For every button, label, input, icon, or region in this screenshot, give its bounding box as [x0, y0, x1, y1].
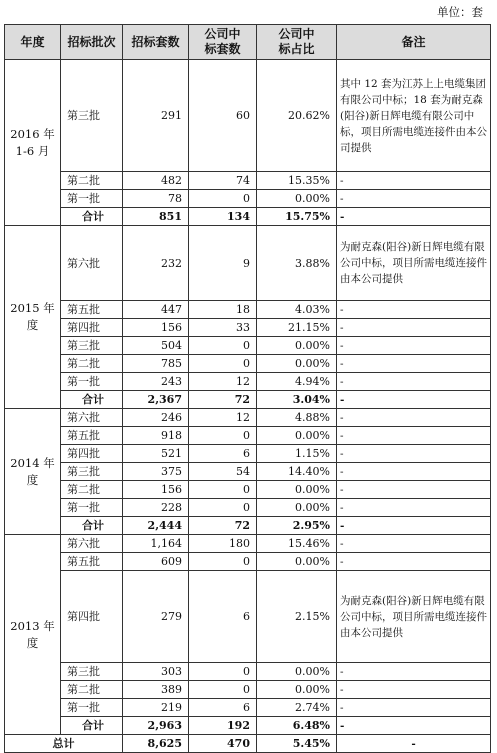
won-sets-cell: 18	[189, 301, 257, 319]
subtotal-total-sets: 2,963	[123, 717, 189, 735]
batch-cell: 第四批	[61, 445, 123, 463]
batch-cell: 第六批	[61, 535, 123, 553]
header-won-ratio: 公司中 标占比	[257, 25, 337, 60]
batch-cell: 第二批	[61, 681, 123, 699]
total-sets-cell: 219	[123, 699, 189, 717]
won-ratio-cell: 0.00%	[257, 355, 337, 373]
table-row	[5, 337, 491, 355]
batch-cell: 第五批	[61, 301, 123, 319]
batch-cell: 第一批	[61, 190, 123, 208]
subtotal-row	[5, 717, 491, 735]
grand-total-note: -	[337, 735, 491, 753]
header-total-sets: 招标套数	[123, 25, 189, 60]
note-cell: -	[337, 427, 491, 445]
won-ratio-cell: 0.00%	[257, 337, 337, 355]
batch-cell: 第一批	[61, 373, 123, 391]
won-sets-cell: 6	[189, 571, 257, 663]
subtotal-total-sets: 2,367	[123, 391, 189, 409]
grand-total-won-ratio: 5.45%	[257, 735, 337, 753]
table-row	[5, 172, 491, 190]
batch-cell: 第二批	[61, 355, 123, 373]
table-row	[5, 373, 491, 391]
table-row	[5, 319, 491, 337]
subtotal-label: 合计	[61, 517, 123, 535]
table-row	[5, 190, 491, 208]
won-sets-cell: 60	[189, 60, 257, 172]
total-sets-cell: 78	[123, 190, 189, 208]
subtotal-won-ratio: 15.75%	[257, 208, 337, 226]
batch-cell: 第六批	[61, 226, 123, 301]
total-sets-cell: 243	[123, 373, 189, 391]
total-sets-cell: 279	[123, 571, 189, 663]
subtotal-won-ratio: 3.04%	[257, 391, 337, 409]
total-sets-cell: 609	[123, 553, 189, 571]
won-sets-cell: 0	[189, 663, 257, 681]
won-ratio-cell: 0.00%	[257, 190, 337, 208]
batch-cell: 第四批	[61, 319, 123, 337]
year-label-line: 1-6 月	[15, 143, 50, 158]
table-body	[5, 60, 491, 753]
won-ratio-cell: 0.00%	[257, 427, 337, 445]
subtotal-total-sets: 2,444	[123, 517, 189, 535]
won-sets-cell: 0	[189, 355, 257, 373]
total-sets-cell: 291	[123, 60, 189, 172]
won-ratio-cell: 21.15%	[257, 319, 337, 337]
table-row	[5, 499, 491, 517]
table-row	[5, 663, 491, 681]
total-sets-cell: 1,164	[123, 535, 189, 553]
table-row	[5, 409, 491, 427]
subtotal-won-sets: 72	[189, 391, 257, 409]
won-sets-cell: 0	[189, 481, 257, 499]
subtotal-won-ratio: 2.95%	[257, 517, 337, 535]
table-row	[5, 355, 491, 373]
won-ratio-cell: 4.94%	[257, 373, 337, 391]
won-ratio-cell: 15.46%	[257, 535, 337, 553]
grand-total-sets: 8,625	[123, 735, 189, 753]
batch-cell: 第五批	[61, 427, 123, 445]
batch-cell: 第三批	[61, 663, 123, 681]
year-label-line: 2014 年	[10, 455, 55, 470]
won-sets-cell: 0	[189, 499, 257, 517]
won-ratio-cell: 14.40%	[257, 463, 337, 481]
won-ratio-cell: 20.62%	[257, 60, 337, 172]
won-ratio-cell: 1.15%	[257, 445, 337, 463]
table-row	[5, 445, 491, 463]
total-sets-cell: 232	[123, 226, 189, 301]
header-batch: 招标批次	[61, 25, 123, 60]
won-sets-cell: 0	[189, 553, 257, 571]
year-label-line: 2016 年	[10, 126, 55, 141]
batch-cell: 第二批	[61, 172, 123, 190]
grand-total-won-sets: 470	[189, 735, 257, 753]
subtotal-note: -	[337, 208, 491, 226]
note-cell: 为耐克森(阳谷)新日辉电缆有限公司中标，项目所需电缆连接件由本公司提供	[337, 226, 491, 301]
total-sets-cell: 246	[123, 409, 189, 427]
note-cell: -	[337, 481, 491, 499]
won-sets-cell: 0	[189, 190, 257, 208]
year-cell	[5, 60, 61, 226]
note-cell: -	[337, 663, 491, 681]
table-row	[5, 481, 491, 499]
grand-total-label: 总计	[5, 735, 123, 753]
won-sets-cell: 0	[189, 681, 257, 699]
subtotal-won-sets: 192	[189, 717, 257, 735]
table-row	[5, 571, 491, 663]
note-cell: -	[337, 445, 491, 463]
grand-total-row	[5, 735, 491, 753]
note-cell: -	[337, 373, 491, 391]
batch-cell: 第四批	[61, 571, 123, 663]
batch-cell: 第三批	[61, 463, 123, 481]
header-row	[5, 25, 491, 60]
batch-cell: 第三批	[61, 337, 123, 355]
won-sets-cell: 6	[189, 445, 257, 463]
note-cell: -	[337, 463, 491, 481]
note-cell: 其中 12 套为江苏上上电缆集团有限公司中标；18 套为耐克森(阳谷)新日辉电缆有限公司中标，项目所需电缆连接件由本公司提供	[337, 60, 491, 172]
total-sets-cell: 156	[123, 481, 189, 499]
header-year: 年度	[5, 25, 61, 60]
total-sets-cell: 375	[123, 463, 189, 481]
note-cell: -	[337, 190, 491, 208]
won-sets-cell: 0	[189, 337, 257, 355]
note-cell: -	[337, 409, 491, 427]
table-row	[5, 681, 491, 699]
won-sets-cell: 6	[189, 699, 257, 717]
table-row	[5, 699, 491, 717]
header-won-sets: 公司中 标套数	[189, 25, 257, 60]
table-row	[5, 301, 491, 319]
note-cell: -	[337, 172, 491, 190]
header-note: 备注	[337, 25, 491, 60]
won-ratio-cell: 15.35%	[257, 172, 337, 190]
total-sets-cell: 521	[123, 445, 189, 463]
total-sets-cell: 228	[123, 499, 189, 517]
note-cell: -	[337, 319, 491, 337]
won-ratio-cell: 0.00%	[257, 553, 337, 571]
year-label-line: 度	[26, 472, 39, 487]
total-sets-cell: 785	[123, 355, 189, 373]
table-row	[5, 60, 491, 172]
note-cell: -	[337, 499, 491, 517]
subtotal-note: -	[337, 391, 491, 409]
batch-cell: 第五批	[61, 553, 123, 571]
subtotal-won-sets: 72	[189, 517, 257, 535]
subtotal-note: -	[337, 517, 491, 535]
won-ratio-cell: 0.00%	[257, 481, 337, 499]
year-cell	[5, 535, 61, 735]
batch-cell: 第三批	[61, 60, 123, 172]
subtotal-row	[5, 208, 491, 226]
year-label-line: 度	[26, 635, 39, 650]
year-label-line: 度	[26, 318, 39, 332]
subtotal-total-sets: 851	[123, 208, 189, 226]
subtotal-row	[5, 517, 491, 535]
won-ratio-cell: 0.00%	[257, 681, 337, 699]
note-cell: -	[337, 699, 491, 717]
batch-cell: 第一批	[61, 499, 123, 517]
unit-label: 单位：套	[437, 5, 483, 19]
won-ratio-cell: 0.00%	[257, 663, 337, 681]
year-label-line: 2013 年	[10, 618, 55, 633]
won-sets-cell: 54	[189, 463, 257, 481]
won-ratio-cell: 2.74%	[257, 699, 337, 717]
table-row	[5, 463, 491, 481]
year-cell	[5, 226, 61, 409]
table-row	[5, 427, 491, 445]
won-sets-cell: 0	[189, 427, 257, 445]
total-sets-cell: 156	[123, 319, 189, 337]
note-cell: -	[337, 337, 491, 355]
subtotal-label: 合计	[61, 717, 123, 735]
won-ratio-cell: 3.88%	[257, 226, 337, 301]
note-cell: -	[337, 301, 491, 319]
subtotal-label: 合计	[61, 208, 123, 226]
note-cell: -	[337, 553, 491, 571]
subtotal-note: -	[337, 717, 491, 735]
bid-table	[4, 24, 491, 753]
note-cell: -	[337, 355, 491, 373]
year-cell	[5, 409, 61, 535]
table-row	[5, 553, 491, 571]
total-sets-cell: 303	[123, 663, 189, 681]
total-sets-cell: 504	[123, 337, 189, 355]
total-sets-cell: 389	[123, 681, 189, 699]
won-ratio-cell: 4.03%	[257, 301, 337, 319]
year-label-line: 2015 年	[10, 301, 55, 315]
won-sets-cell: 74	[189, 172, 257, 190]
table-row	[5, 535, 491, 553]
won-ratio-cell: 4.88%	[257, 409, 337, 427]
note-cell: -	[337, 681, 491, 699]
won-sets-cell: 33	[189, 319, 257, 337]
won-ratio-cell: 2.15%	[257, 571, 337, 663]
batch-cell: 第六批	[61, 409, 123, 427]
subtotal-won-ratio: 6.48%	[257, 717, 337, 735]
subtotal-row	[5, 391, 491, 409]
won-sets-cell: 9	[189, 226, 257, 301]
note-cell: -	[337, 535, 491, 553]
note-cell: 为耐克森(阳谷)新日辉电缆有限公司中标，项目所需电缆连接件由本公司提供	[337, 571, 491, 663]
won-sets-cell: 12	[189, 373, 257, 391]
subtotal-won-sets: 134	[189, 208, 257, 226]
total-sets-cell: 447	[123, 301, 189, 319]
won-ratio-cell: 0.00%	[257, 499, 337, 517]
total-sets-cell: 482	[123, 172, 189, 190]
batch-cell: 第一批	[61, 699, 123, 717]
subtotal-label: 合计	[61, 391, 123, 409]
batch-cell: 第二批	[61, 481, 123, 499]
won-sets-cell: 12	[189, 409, 257, 427]
total-sets-cell: 918	[123, 427, 189, 445]
table-row	[5, 226, 491, 301]
won-sets-cell: 180	[189, 535, 257, 553]
